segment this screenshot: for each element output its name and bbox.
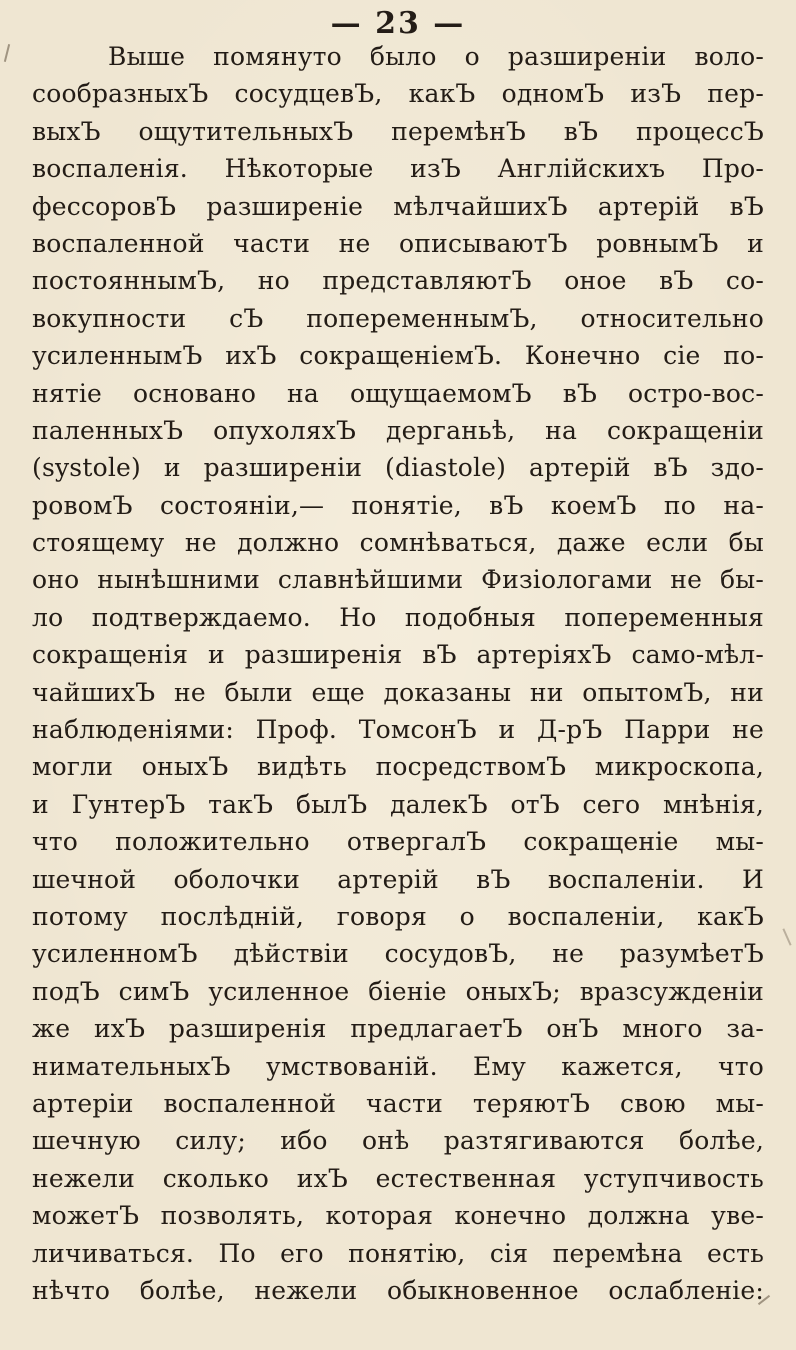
text-line: воспаленія. Нѣкоторые изЪ Англійскихъ Про- (32, 154, 764, 184)
text-line: шечной оболочки артерій вЪ воспаленіи. И (32, 864, 764, 894)
text-line: нежели сколько ихЪ естественная уступчивость (32, 1163, 764, 1193)
text-line: наблюденіями: Проф. ТомсонЪ и Д-рЪ Парри не (32, 715, 764, 745)
text-line: постояннымЪ, но представляютЪ оное вЪ со- (32, 266, 764, 296)
text-line: шечную силу; ибо онѣ разтягиваются болѣе, (32, 1126, 764, 1156)
text-line: артеріи воспаленной части теряютЪ свою мы- (32, 1088, 764, 1118)
text-line: что положительно отвергалЪ сокращеніе мы- (32, 827, 764, 857)
text-line: сообразныхЪ сосудцевЪ, какЪ одномЪ изЪ пер- (32, 79, 764, 109)
text-line: чайшихЪ не были еще доказаны ни опытомЪ, ни (32, 677, 764, 707)
text-line: можетЪ позволять, которая конечно должна уве- (32, 1201, 764, 1231)
text-line: усиленнымЪ ихЪ сокращеніемЪ. Конечно сіе по- (32, 341, 764, 371)
text-line: Выше помянуто было о разширеніи воло- (108, 42, 764, 71)
text-line: стоящему не должно сомнѣваться, даже если бы (32, 528, 764, 558)
text-line: сокращенія и разширенія вЪ артеріяхЪ само-мѣл- (32, 640, 764, 670)
text-line: же ихЪ разширенія предлагаетЪ онЪ много за- (32, 1014, 764, 1044)
text-line: выхЪ ощутительныхЪ перемѣнЪ вЪ процессЪ (32, 116, 764, 146)
body-text (32, 38, 764, 1309)
text-line: потому послѣдній, говоря о воспаленіи, какЪ (32, 901, 764, 931)
text-line: оно нынѣшними славнѣйшими Физіологами не бы- (32, 565, 764, 595)
text-line: личиваться. По его понятію, сія перемѣна есть (32, 1238, 764, 1268)
text-line: воспаленной части не описываютЪ ровнымЪ и (32, 228, 764, 258)
text-line: ло подтверждаемо. Но подобныя попеременныя (32, 602, 764, 632)
text-line: и ГунтерЪ такЪ былЪ далекЪ отЪ сего мнѣнія, (32, 789, 764, 819)
margin-mark (4, 44, 10, 62)
text-line: паленныхЪ опухоляхЪ дерганьѣ, на сокращеніи (32, 415, 764, 445)
text-line: (systole) и разширеніи (diastole) артерій вЪ здо- (32, 453, 764, 483)
text-line: вокупности сЪ попеременнымЪ, относительно (32, 303, 764, 333)
text-line: могли оныхЪ видѣть посредствомЪ микроскопа, (32, 752, 764, 782)
text-line: усиленномЪ дѣйствіи сосудовЪ, не разумѣетЪ (32, 939, 764, 969)
margin-mark (782, 928, 791, 945)
text-line: подЪ симЪ усиленное біеніе оныхЪ; вразсужденіи (32, 976, 764, 1006)
text-line: нятіе основано на ощущаемомЪ вЪ остро-вос- (32, 378, 764, 408)
text-line: нѣчто болѣе, нежели обыкновенное ослабленіе: (32, 1275, 764, 1305)
text-line: ровомЪ состояніи,— понятіе, вЪ коемЪ по на- (32, 490, 764, 520)
text-line: фессоровЪ разширеніе мѣлчайшихЪ артерій вЪ (32, 191, 764, 221)
page-number: — 23 — (330, 6, 466, 41)
text-line: нимательныхЪ умствованій. Ему кажется, что (32, 1051, 764, 1081)
